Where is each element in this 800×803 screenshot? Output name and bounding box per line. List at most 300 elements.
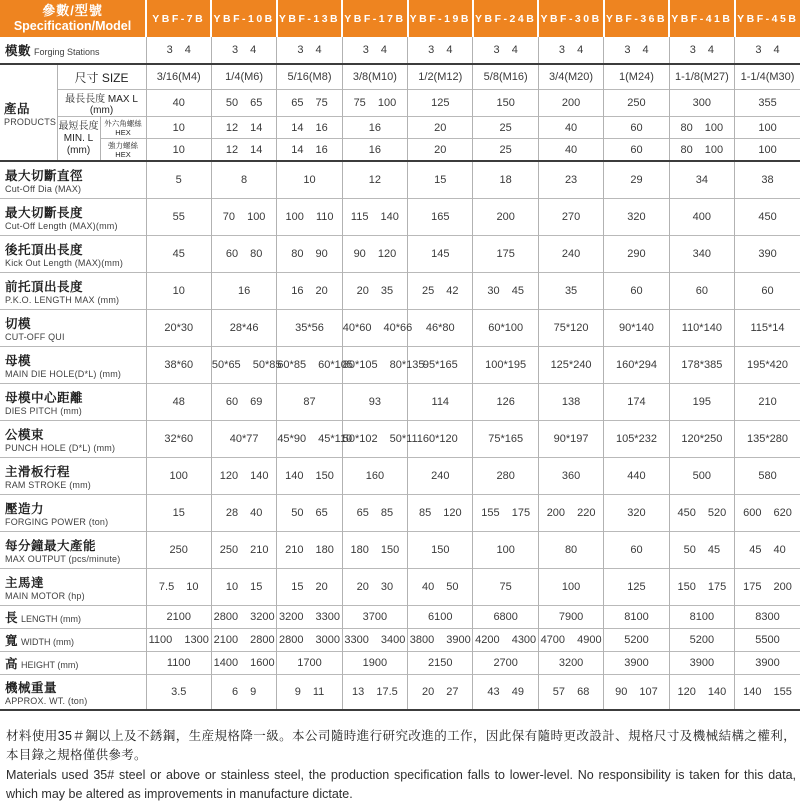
footer-note-zh: 材料使用35＃鋼以上及不銹鋼，生産規格降一級。本公司隨時進行研究改進的工作，因此保有隨時更改設計、規格尺寸及機械結構之權利，本目錄之規格僅供參考。 — [6, 729, 796, 763]
value-cell: 1900 — [342, 652, 407, 675]
value-cell: 20 — [408, 139, 473, 162]
value-cell: 3 4 — [604, 37, 669, 64]
value-cell: 240 — [408, 458, 473, 495]
row-label-zh: 母模中心距離 — [5, 391, 84, 405]
value-cell: 360 — [538, 458, 603, 495]
value-cell: 6800 — [473, 606, 538, 629]
row-label-en: Cut-Off Length (MAX)(mm) — [5, 221, 118, 231]
value-cell: 48 — [146, 384, 211, 421]
value-cell: 2150 — [408, 652, 473, 675]
spec-row — [0, 675, 800, 711]
column-header-model: YBF-45B — [735, 0, 800, 37]
value-cell: 3/8(M10) — [342, 64, 407, 90]
value-cell: 126 — [473, 384, 538, 421]
value-cell: 105*232 — [604, 421, 669, 458]
value-cell: 60 69 — [211, 384, 276, 421]
value-cell: 80 100 — [669, 139, 734, 162]
value-cell: 250 — [604, 90, 669, 117]
spec-model-header-zh: 參數/型號 — [42, 3, 103, 18]
value-cell: 120 140 — [669, 675, 734, 711]
value-cell: 125*240 — [538, 347, 603, 384]
spec-row — [0, 421, 800, 458]
value-cell: 7.5 10 — [146, 569, 211, 606]
row-label — [0, 236, 146, 273]
value-cell: 3200 3300 — [277, 606, 342, 629]
row-label-zh: 模數 — [5, 43, 32, 58]
value-cell: 16 — [211, 273, 276, 310]
value-cell: 20 30 — [342, 569, 407, 606]
spec-row — [0, 384, 800, 421]
value-cell: 10 — [146, 117, 211, 139]
value-cell: 320 — [604, 199, 669, 236]
value-cell: 200 — [538, 90, 603, 117]
value-cell: 1400 1600 — [211, 652, 276, 675]
row-label-max-l: 最長長度 MAX L (mm) — [57, 90, 146, 117]
column-header-model: YBF-17B — [342, 0, 407, 37]
table-header-row — [0, 0, 800, 37]
value-cell: 80 — [538, 532, 603, 569]
value-cell: 1100 — [146, 652, 211, 675]
value-cell: 2800 3000 — [277, 629, 342, 652]
products-size-row — [0, 64, 800, 90]
value-cell: 60 — [604, 139, 669, 162]
value-cell: 3 4 — [408, 37, 473, 64]
value-cell: 12 — [342, 161, 407, 199]
value-cell: 150 175 — [669, 569, 734, 606]
value-cell: 115 140 — [342, 199, 407, 236]
value-cell: 355 — [735, 90, 800, 117]
value-cell: 34 — [669, 161, 734, 199]
spec-row — [0, 347, 800, 384]
value-cell: 500 — [669, 458, 734, 495]
value-cell: 8 — [211, 161, 276, 199]
value-cell: 25 — [473, 139, 538, 162]
row-label-en: HEIGHT (mm) — [21, 659, 79, 670]
value-cell: 13 17.5 — [342, 675, 407, 711]
row-label-zh: 機械重量 — [5, 681, 58, 695]
value-cell: 240 — [538, 236, 603, 273]
row-label-en: MAIN MOTOR (hp) — [5, 591, 85, 601]
value-cell: 75*120 — [538, 310, 603, 347]
row-label-hex — [100, 139, 146, 162]
value-cell: 3/16(M4) — [146, 64, 211, 90]
value-cell: 5/16(M8) — [277, 64, 342, 90]
value-cell: 140 155 — [735, 675, 800, 711]
value-cell: 16 — [342, 117, 407, 139]
value-cell: 250 210 — [211, 532, 276, 569]
value-cell: 45 40 — [735, 532, 800, 569]
value-cell: 3900 — [735, 652, 800, 675]
row-label-en: MAX OUTPUT (pcs/minute) — [5, 554, 121, 564]
value-cell: 150 — [408, 532, 473, 569]
value-cell: 40*60 40*66 — [342, 310, 407, 347]
value-cell: 195 — [669, 384, 734, 421]
row-label-min-l-zh: 最短長度 — [58, 120, 99, 132]
row-label-en: P.K.O. LENGTH MAX (mm) — [5, 295, 120, 305]
row-label — [0, 199, 146, 236]
value-cell: 125 — [604, 569, 669, 606]
value-cell: 65 85 — [342, 495, 407, 532]
value-cell: 450 — [735, 199, 800, 236]
products-group-label — [0, 64, 57, 161]
value-cell: 2700 — [473, 652, 538, 675]
value-cell: 150 — [473, 90, 538, 117]
value-cell: 35 — [538, 273, 603, 310]
spec-row — [0, 495, 800, 532]
value-cell: 140 150 — [277, 458, 342, 495]
value-cell: 60 — [604, 117, 669, 139]
value-cell: 90 120 — [342, 236, 407, 273]
value-cell: 60 — [735, 273, 800, 310]
value-cell: 25 — [473, 117, 538, 139]
value-cell: 90 107 — [604, 675, 669, 711]
value-cell: 180 150 — [342, 532, 407, 569]
value-cell: 20*30 — [146, 310, 211, 347]
row-label-min-l-unit: (mm) — [66, 144, 91, 156]
value-cell: 3800 3900 — [408, 629, 473, 652]
column-header-model: YBF-41B — [669, 0, 734, 37]
row-label — [0, 675, 146, 711]
value-cell: 30 45 — [473, 273, 538, 310]
products-label-en: PRODUCTS — [4, 116, 57, 127]
row-label-hex-en: HEX — [115, 127, 131, 137]
row-label-zh: 公模束 — [5, 428, 45, 442]
value-cell: 145 — [408, 236, 473, 273]
value-cell: 1/2(M12) — [408, 64, 473, 90]
row-label — [0, 161, 146, 199]
value-cell: 250 — [146, 532, 211, 569]
products-label-zh: 產品 — [4, 101, 31, 116]
value-cell: 90*140 — [604, 310, 669, 347]
value-cell: 3900 — [669, 652, 734, 675]
value-cell: 60 — [604, 273, 669, 310]
value-cell: 85 120 — [408, 495, 473, 532]
value-cell: 3200 — [538, 652, 603, 675]
spec-row — [0, 629, 800, 652]
value-cell: 100 110 — [277, 199, 342, 236]
value-cell: 440 — [604, 458, 669, 495]
value-cell: 75*165 — [473, 421, 538, 458]
value-cell: 25 42 — [408, 273, 473, 310]
row-label-size: 尺寸 SIZE — [57, 64, 146, 90]
column-header-model: YBF-24B — [473, 0, 538, 37]
value-cell: 3 4 — [473, 37, 538, 64]
value-cell: 12 14 — [211, 139, 276, 162]
value-cell: 100 — [473, 532, 538, 569]
value-cell: 1100 1300 — [146, 629, 211, 652]
value-cell: 3900 — [604, 652, 669, 675]
value-cell: 10 15 — [211, 569, 276, 606]
value-cell: 15 — [146, 495, 211, 532]
row-label-zh: 後托頂出長度 — [5, 243, 84, 257]
value-cell: 165 — [408, 199, 473, 236]
row-label-hex-zh: 強力螺絲 — [108, 140, 139, 150]
row-label-zh: 最大切斷長度 — [5, 206, 84, 220]
spec-row — [0, 458, 800, 495]
row-label-en: Forging Stations — [34, 46, 100, 57]
value-cell: 200 — [473, 199, 538, 236]
value-cell: 580 — [735, 458, 800, 495]
value-cell: 28 40 — [211, 495, 276, 532]
row-label-zh: 最大切斷直徑 — [5, 169, 84, 183]
value-cell: 20 — [408, 117, 473, 139]
value-cell: 3300 3400 — [342, 629, 407, 652]
value-cell: 60*120 — [408, 421, 473, 458]
value-cell: 35*56 — [277, 310, 342, 347]
row-label-min-l — [57, 117, 100, 162]
value-cell: 100 — [735, 139, 800, 162]
row-label-forging-stations — [0, 37, 146, 64]
value-cell: 87 — [277, 384, 342, 421]
value-cell: 29 — [604, 161, 669, 199]
spec-row — [0, 161, 800, 199]
value-cell: 60 — [669, 273, 734, 310]
value-cell: 40 — [538, 139, 603, 162]
value-cell: 1-1/8(M27) — [669, 64, 734, 90]
value-cell: 178*385 — [669, 347, 734, 384]
value-cell: 60*100 — [473, 310, 538, 347]
row-label — [0, 569, 146, 606]
value-cell: 100 — [538, 569, 603, 606]
value-cell: 600 620 — [735, 495, 800, 532]
value-cell: 40 50 — [408, 569, 473, 606]
value-cell: 60 — [604, 532, 669, 569]
value-cell: 8300 — [735, 606, 800, 629]
row-label — [0, 310, 146, 347]
value-cell: 50 45 — [669, 532, 734, 569]
row-label-zh: 壓造力 — [5, 502, 45, 516]
value-cell: 125 — [408, 90, 473, 117]
row-label-en: Kick Out Length (MAX)(mm) — [5, 258, 124, 268]
row-label-en: APPROX. WT. (ton) — [5, 696, 88, 706]
value-cell: 6 9 — [211, 675, 276, 711]
value-cell: 15 — [408, 161, 473, 199]
row-label-en: PUNCH HOLE (D*L) (mm) — [5, 443, 116, 453]
value-cell: 50 65 — [277, 495, 342, 532]
value-cell: 3 4 — [538, 37, 603, 64]
value-cell: 10 — [146, 139, 211, 162]
row-label-hex-en: HEX — [115, 149, 131, 159]
row-label — [0, 273, 146, 310]
value-cell: 100 — [735, 117, 800, 139]
spec-row — [0, 310, 800, 347]
value-cell: 5 — [146, 161, 211, 199]
footer-note-en: Materials used 35# steel or above or stainless steel, the production specification falls to lower-level. No responsibility is taken for this data, which may be altered as improvements in manufacture dictate. — [6, 767, 796, 801]
value-cell: 15 20 — [277, 569, 342, 606]
row-label-en: CUT-OFF QUI — [5, 332, 65, 342]
row-label-min-l-en: MIN. L — [63, 132, 94, 144]
row-label-zh: 寬 — [5, 633, 19, 648]
value-cell: 80 100 — [669, 117, 734, 139]
value-cell: 280 — [473, 458, 538, 495]
value-cell: 32*60 — [146, 421, 211, 458]
row-label — [0, 421, 146, 458]
value-cell: 114 — [408, 384, 473, 421]
row-label-en: MAIN DIE HOLE(D*L) (mm) — [5, 369, 122, 379]
value-cell: 20 35 — [342, 273, 407, 310]
row-label-hex — [100, 117, 146, 139]
row-label — [0, 629, 146, 652]
value-cell: 175 200 — [735, 569, 800, 606]
value-cell: 75 — [473, 569, 538, 606]
value-cell: 75 100 — [342, 90, 407, 117]
value-cell: 115*14 — [735, 310, 800, 347]
value-cell: 20 27 — [408, 675, 473, 711]
spec-row — [0, 652, 800, 675]
value-cell: 200 220 — [538, 495, 603, 532]
value-cell: 38 — [735, 161, 800, 199]
value-cell: 290 — [604, 236, 669, 273]
value-cell: 120*250 — [669, 421, 734, 458]
row-label — [0, 606, 146, 629]
value-cell: 80 90 — [277, 236, 342, 273]
value-cell: 4700 4900 — [538, 629, 603, 652]
spec-model-header — [0, 0, 146, 37]
value-cell: 3 4 — [669, 37, 734, 64]
row-label-zh: 前托頂出長度 — [5, 280, 84, 294]
value-cell: 390 — [735, 236, 800, 273]
column-header-model: YBF-10B — [211, 0, 276, 37]
row-label-zh: 主滑板行程 — [5, 465, 71, 479]
value-cell: 70 100 — [211, 199, 276, 236]
value-cell: 3 4 — [146, 37, 211, 64]
value-cell: 3700 — [342, 606, 407, 629]
row-label — [0, 458, 146, 495]
column-header-model: YBF-7B — [146, 0, 211, 37]
value-cell: 270 — [538, 199, 603, 236]
value-cell: 8100 — [604, 606, 669, 629]
value-cell: 55 — [146, 199, 211, 236]
footer-note — [0, 727, 800, 803]
value-cell: 155 175 — [473, 495, 538, 532]
value-cell: 1-1/4(M30) — [735, 64, 800, 90]
value-cell: 100 — [146, 458, 211, 495]
value-cell: 45 — [146, 236, 211, 273]
spec-row — [0, 273, 800, 310]
value-cell: 340 — [669, 236, 734, 273]
value-cell: 95*165 — [408, 347, 473, 384]
value-cell: 14 16 — [277, 117, 342, 139]
value-cell: 8100 — [669, 606, 734, 629]
spec-model-header-en: Specification/Model — [13, 19, 132, 33]
row-label-en: LENGTH (mm) — [21, 613, 82, 624]
value-cell: 57 68 — [538, 675, 603, 711]
row-label — [0, 532, 146, 569]
value-cell: 60*85 60*105 — [277, 347, 342, 384]
value-cell: 18 — [473, 161, 538, 199]
row-label-zh: 主馬達 — [5, 576, 45, 590]
value-cell: 14 16 — [277, 139, 342, 162]
value-cell: 195*420 — [735, 347, 800, 384]
value-cell: 300 — [669, 90, 734, 117]
value-cell: 5500 — [735, 629, 800, 652]
value-cell: 4200 4300 — [473, 629, 538, 652]
value-cell: 135*280 — [735, 421, 800, 458]
value-cell: 3 4 — [735, 37, 800, 64]
row-label — [0, 384, 146, 421]
value-cell: 6100 — [408, 606, 473, 629]
value-cell: 40*77 — [211, 421, 276, 458]
value-cell: 7900 — [538, 606, 603, 629]
value-cell: 28*46 — [211, 310, 276, 347]
value-cell: 65 75 — [277, 90, 342, 117]
value-cell: 2100 2800 — [211, 629, 276, 652]
spec-row — [0, 532, 800, 569]
value-cell: 23 — [538, 161, 603, 199]
value-cell: 160*294 — [604, 347, 669, 384]
spec-row — [0, 606, 800, 629]
row-label-en: RAM STROKE (mm) — [5, 480, 91, 490]
value-cell: 5200 — [604, 629, 669, 652]
row-label-zh: 高 — [5, 656, 19, 671]
spec-row — [0, 569, 800, 606]
value-cell: 3 4 — [211, 37, 276, 64]
value-cell: 50*102 50*111 — [342, 421, 407, 458]
row-label-en: WIDTH (mm) — [21, 636, 74, 647]
value-cell: 45*90 45*110 — [277, 421, 342, 458]
value-cell: 9 11 — [277, 675, 342, 711]
row-label — [0, 495, 146, 532]
column-header-model: YBF-36B — [604, 0, 669, 37]
products-min-l-hex-row — [0, 139, 800, 162]
value-cell: 60 80 — [211, 236, 276, 273]
row-label-hex-zh: 外六角螺絲 — [104, 118, 142, 128]
value-cell: 40 — [538, 117, 603, 139]
spec-row — [0, 199, 800, 236]
value-cell: 40 — [146, 90, 211, 117]
value-cell: 5200 — [669, 629, 734, 652]
column-header-model: YBF-19B — [408, 0, 473, 37]
value-cell: 400 — [669, 199, 734, 236]
value-cell: 16 20 — [277, 273, 342, 310]
column-header-model: YBF-13B — [277, 0, 342, 37]
products-max-l-row — [0, 90, 800, 117]
value-cell: 10 — [277, 161, 342, 199]
value-cell: 50*65 50*85 — [211, 347, 276, 384]
value-cell: 3 4 — [342, 37, 407, 64]
value-cell: 160 — [342, 458, 407, 495]
value-cell: 1/4(M6) — [211, 64, 276, 90]
value-cell: 210 180 — [277, 532, 342, 569]
value-cell: 2800 3200 — [211, 606, 276, 629]
value-cell: 175 — [473, 236, 538, 273]
spec-row — [0, 236, 800, 273]
value-cell: 120 140 — [211, 458, 276, 495]
row-label-zh: 長 — [5, 610, 19, 625]
value-cell: 5/8(M16) — [473, 64, 538, 90]
value-cell: 38*60 — [146, 347, 211, 384]
value-cell: 93 — [342, 384, 407, 421]
value-cell: 50 65 — [211, 90, 276, 117]
column-header-model: YBF-30B — [538, 0, 603, 37]
value-cell: 3 4 — [277, 37, 342, 64]
row-label — [0, 652, 146, 675]
value-cell: 43 49 — [473, 675, 538, 711]
value-cell: 90*197 — [538, 421, 603, 458]
row-label-zh: 每分鐘最大產能 — [5, 539, 97, 553]
row-label — [0, 347, 146, 384]
forging-stations-row — [0, 37, 800, 64]
row-label-en: Cut-Off Dia (MAX) — [5, 184, 82, 194]
products-min-l-hex-row — [0, 117, 800, 139]
value-cell: 110*140 — [669, 310, 734, 347]
value-cell: 210 — [735, 384, 800, 421]
value-cell: 10 — [146, 273, 211, 310]
value-cell: 138 — [538, 384, 603, 421]
row-label-zh: 切模 — [5, 317, 32, 331]
row-label-en: FORGING POWER (ton) — [5, 517, 109, 527]
value-cell: 1(M24) — [604, 64, 669, 90]
